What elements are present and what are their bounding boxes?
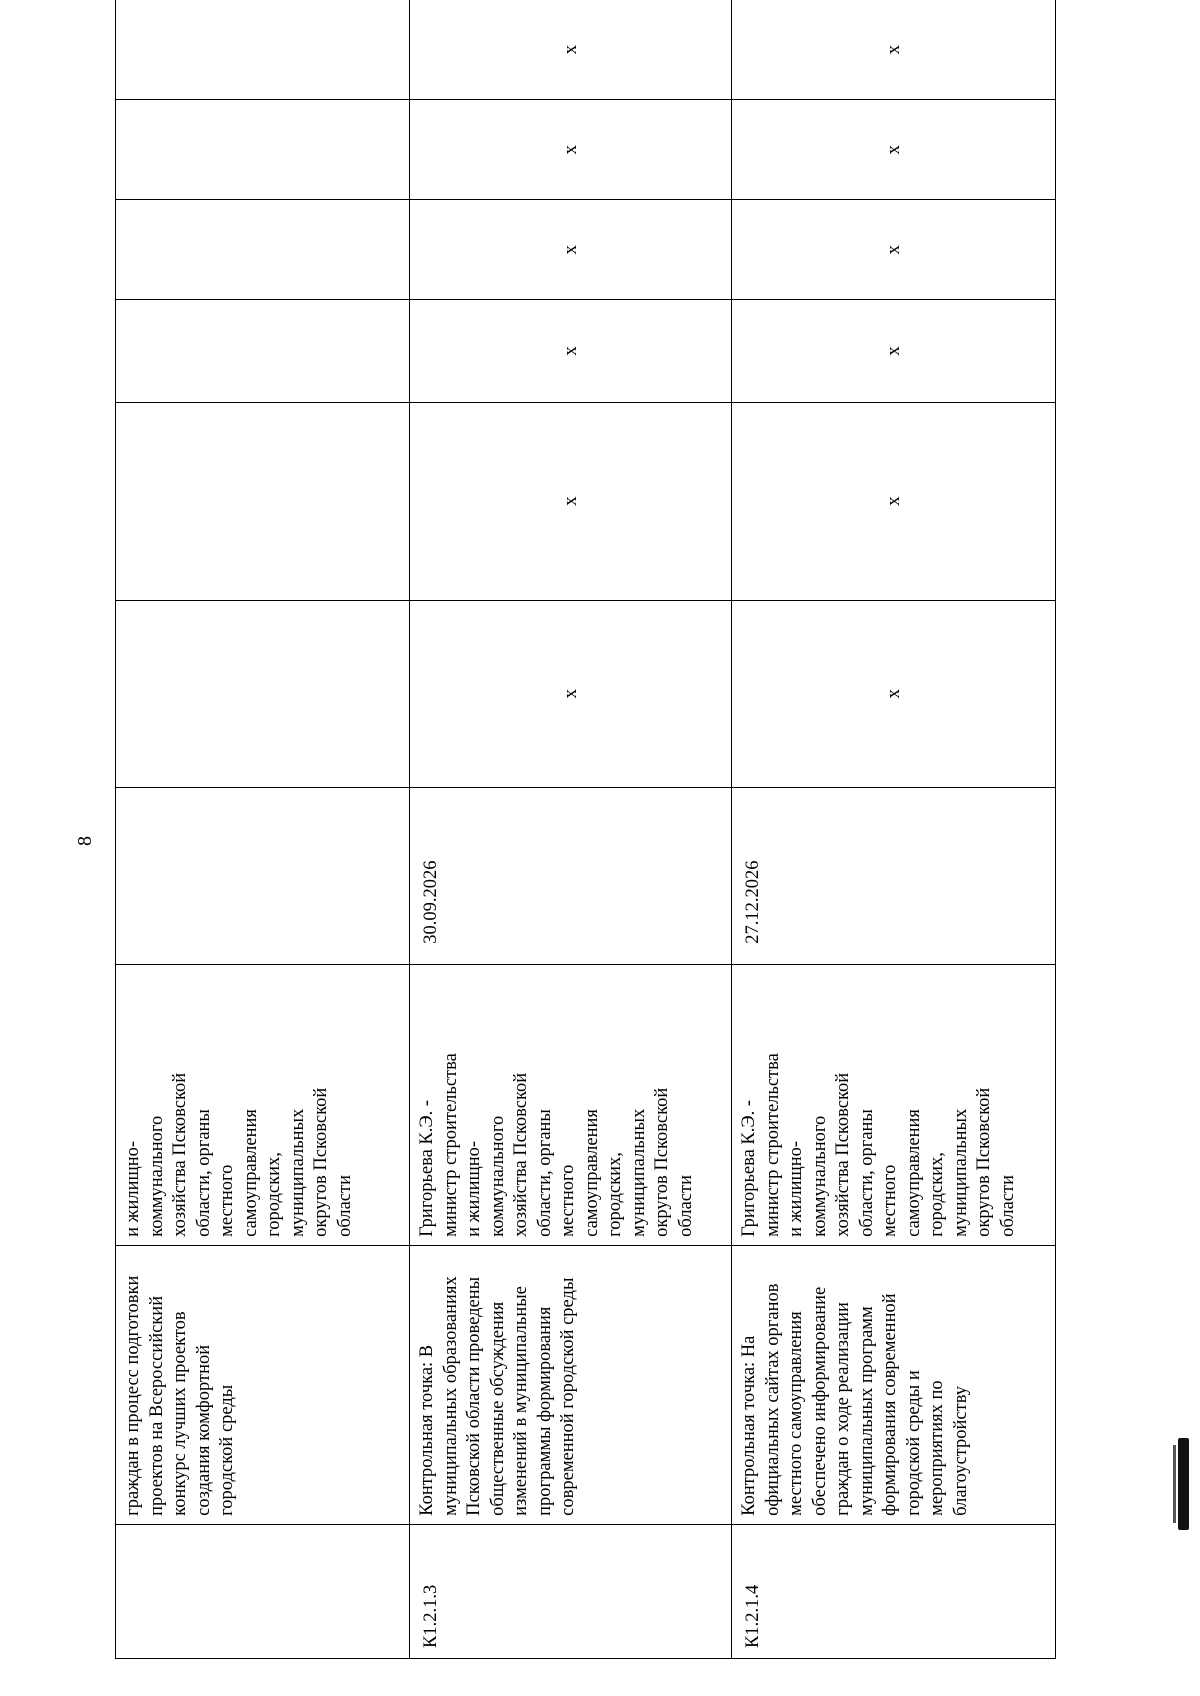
row-responsible: Григорьева К.Э. - министр строительства и жилищно- коммунального хозяйства Псковской области, органы местного самоуправления городских, муниципальных округов Псковской области xyxy=(739,1053,1018,1237)
row-code-cell xyxy=(116,1524,410,1658)
row-date-cell xyxy=(116,788,410,965)
mark-x: x xyxy=(882,496,904,506)
mark-x: x xyxy=(882,689,904,699)
table-row xyxy=(410,0,732,1659)
plan-table xyxy=(115,0,1056,1659)
scan-artifact-bar xyxy=(1178,1438,1189,1530)
row-name: граждан в процесс подготовки проектов на Всероссийский конкурс лучших проектов создания комфортной городской среды xyxy=(123,1275,237,1516)
row-mark-cell xyxy=(732,200,1056,300)
row-mark-cell xyxy=(410,100,732,200)
row-mark-cell xyxy=(732,0,1056,100)
mark-x: x xyxy=(559,245,581,255)
row-name: Контрольная точка: В муниципальных образованиях Псковской области проведены общественные обсуждения изменений в муниципальные программы формирования современной городской среды xyxy=(417,1276,578,1516)
row-mark-cell xyxy=(116,402,410,600)
row-responsible-cell xyxy=(116,964,410,1245)
row-date: 27.12.2026 xyxy=(743,860,763,944)
row-responsible-cell xyxy=(732,964,1056,1245)
row-name-cell xyxy=(732,1245,1056,1524)
row-mark-cell xyxy=(410,600,732,787)
row-responsible: и жилищно- коммунального хозяйства Псковской области, органы местного самоуправления городских, муниципальных округов Псковской области xyxy=(123,1072,355,1237)
row-name: Контрольная точка: На официальных сайтах органов местного самоуправления обеспечено информирование граждан о ходе реализации муниципальных программ формирования современной городской среды и мероприятиях по благоустройству xyxy=(739,1283,971,1516)
mark-x: x xyxy=(882,245,904,255)
row-code: К1.2.1.3 xyxy=(421,1584,441,1648)
mark-x: x xyxy=(882,144,904,155)
row-mark-cell xyxy=(732,300,1056,402)
row-date-cell xyxy=(732,788,1056,965)
row-code-cell xyxy=(732,1524,1056,1658)
row-name-cell xyxy=(410,1245,732,1524)
row-code: К1.2.1.4 xyxy=(743,1584,763,1648)
mark-x: x xyxy=(559,144,581,155)
row-mark-cell xyxy=(116,600,410,787)
row-mark-cell xyxy=(116,200,410,300)
row-date-cell xyxy=(410,788,732,965)
row-mark-cell xyxy=(410,0,732,100)
row-mark-cell xyxy=(410,300,732,402)
mark-x: x xyxy=(882,44,904,55)
page-number: 8 xyxy=(74,836,96,846)
mark-x: x xyxy=(559,44,581,55)
table-row xyxy=(116,0,410,1659)
row-mark-cell xyxy=(116,0,410,100)
mark-x: x xyxy=(559,496,581,506)
row-mark-cell xyxy=(732,402,1056,600)
row-mark-cell xyxy=(116,300,410,402)
row-mark-cell xyxy=(732,600,1056,787)
row-code-cell xyxy=(410,1524,732,1658)
mark-x: x xyxy=(559,689,581,699)
row-responsible: Григорьева К.Э. - министр строительства и жилищно- коммунального хозяйства Псковской области, органы местного самоуправления городских, муниципальных округов Псковской области xyxy=(417,1053,696,1237)
row-mark-cell xyxy=(732,100,1056,200)
row-responsible-cell xyxy=(410,964,732,1245)
mark-x: x xyxy=(882,346,904,356)
row-mark-cell xyxy=(116,100,410,200)
row-date: 30.09.2026 xyxy=(421,860,441,944)
row-mark-cell xyxy=(410,402,732,600)
table-row xyxy=(732,0,1056,1659)
row-name-cell xyxy=(116,1245,410,1524)
scan-artifact-line xyxy=(1173,1445,1176,1523)
mark-x: x xyxy=(559,346,581,356)
row-mark-cell xyxy=(410,200,732,300)
